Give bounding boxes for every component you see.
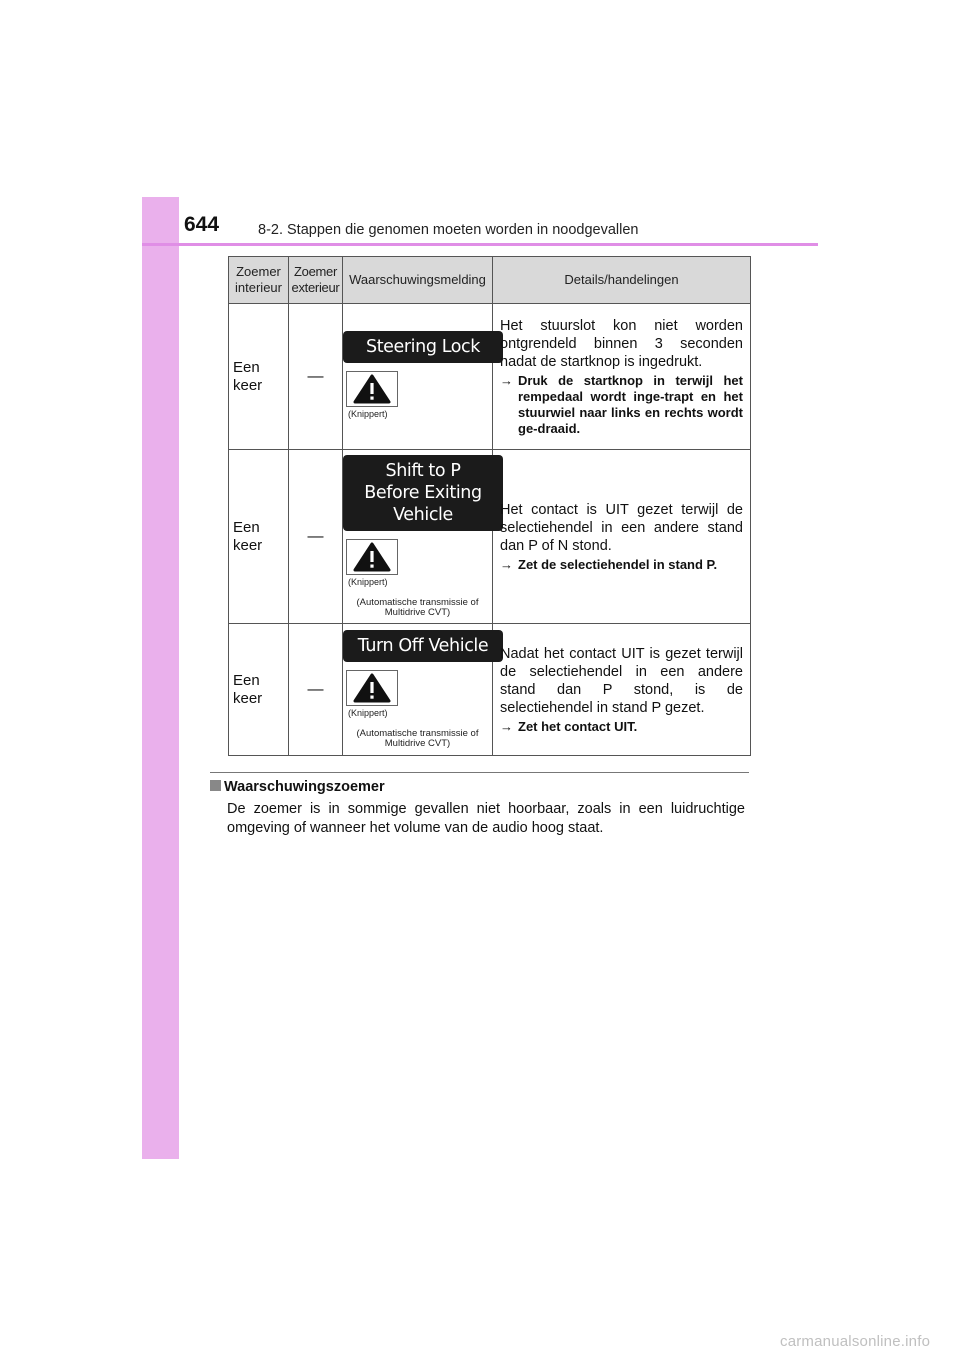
warning-message-cell [343, 450, 493, 624]
display-line: Before Exiting [364, 483, 482, 503]
detail-text: Nadat het contact UIT is gezet terwijl de selectiehendel in een andere stand dan P stond, is de selectiehendel in stand P gezet. [500, 645, 743, 716]
col-header-details: Details/handelingen [493, 257, 751, 304]
buzzer-count: Een keer [229, 450, 289, 624]
details-cell [493, 304, 751, 450]
subsection-body: De zoemer is in sommige gevallen niet hoorbaar, zoals in een luidruchtige omgeving of wanneer het volume van de audio hoog staat. [227, 801, 745, 836]
buzzer-count: Een keer [229, 304, 289, 450]
table-row [229, 624, 751, 756]
table-header-row [229, 257, 751, 304]
exterior-buzzer-value: — [289, 450, 343, 624]
warning-triangle-icon [346, 670, 398, 706]
transmission-note: (Automatische transmissie of Multidrive CVT) [356, 728, 479, 749]
exterior-buzzer-value: — [289, 304, 343, 450]
warning-triangle-icon [346, 371, 398, 407]
header-rule [142, 243, 818, 246]
blink-label: (Knippert) [348, 708, 388, 718]
details-cell [493, 450, 751, 624]
col-header-buzzer-interior: Zoemer interieur [229, 257, 289, 304]
warning-triangle-icon [346, 539, 398, 575]
table-row [229, 304, 751, 450]
col-header-message: Waarschuwingsmelding [343, 257, 493, 304]
display-line: Turn Off Vehicle [357, 636, 489, 656]
detail-text: Het stuurslot kon niet worden ontgrendeld binnen 3 seconden nadat de startknop is ingedrukt. [500, 317, 743, 370]
action-item [500, 557, 743, 573]
col-header-buzzer-exterior: Zoemer exterieur [289, 257, 343, 304]
watermark: carmanualsonline.info [780, 1333, 931, 1350]
action-item [500, 373, 743, 437]
arrow-icon: → [500, 556, 513, 572]
display-message [343, 331, 503, 389]
square-bullet-icon [210, 780, 221, 791]
subsection-rule [210, 772, 749, 773]
display-line: Steering Lock active [365, 337, 481, 389]
display-message [343, 630, 503, 662]
buzzer-count: Een keer [229, 624, 289, 756]
display-line: Shift to P [385, 461, 461, 481]
table-row [229, 450, 751, 624]
exterior-buzzer-value: — [289, 624, 343, 756]
section-title: 8-2. Stappen die genomen moeten worden in noodgevallen [258, 222, 639, 238]
display-line: Vehicle [393, 505, 453, 525]
arrow-icon: → [500, 372, 513, 388]
warning-table [228, 256, 751, 756]
warning-message-cell [343, 624, 493, 756]
blink-label: (Knippert) [348, 577, 388, 587]
transmission-note: (Automatische transmissie of Multidrive CVT) [356, 597, 479, 618]
subsection-title: Waarschuwingszoemer [224, 779, 385, 795]
blink-label: (Knippert) [348, 409, 388, 419]
display-message [343, 455, 503, 531]
sidebar-color-band [142, 197, 179, 1159]
warning-message-cell [343, 304, 493, 450]
subsection-heading [210, 779, 385, 795]
action-text: Druk de startknop in terwijl het rempedaal wordt inge-trapt en het stuurwiel naar links en rechts wordt ge-draaid. [518, 372, 743, 436]
action-item [500, 719, 743, 735]
detail-text: Het contact is UIT gezet terwijl de selectiehendel in een andere stand dan P of N stond. [500, 501, 743, 554]
arrow-icon: → [500, 718, 513, 734]
details-cell [493, 624, 751, 756]
page-number: 644 [184, 213, 220, 236]
action-text: Zet de selectiehendel in stand P. [518, 556, 718, 572]
action-text: Zet het contact UIT. [518, 718, 638, 734]
